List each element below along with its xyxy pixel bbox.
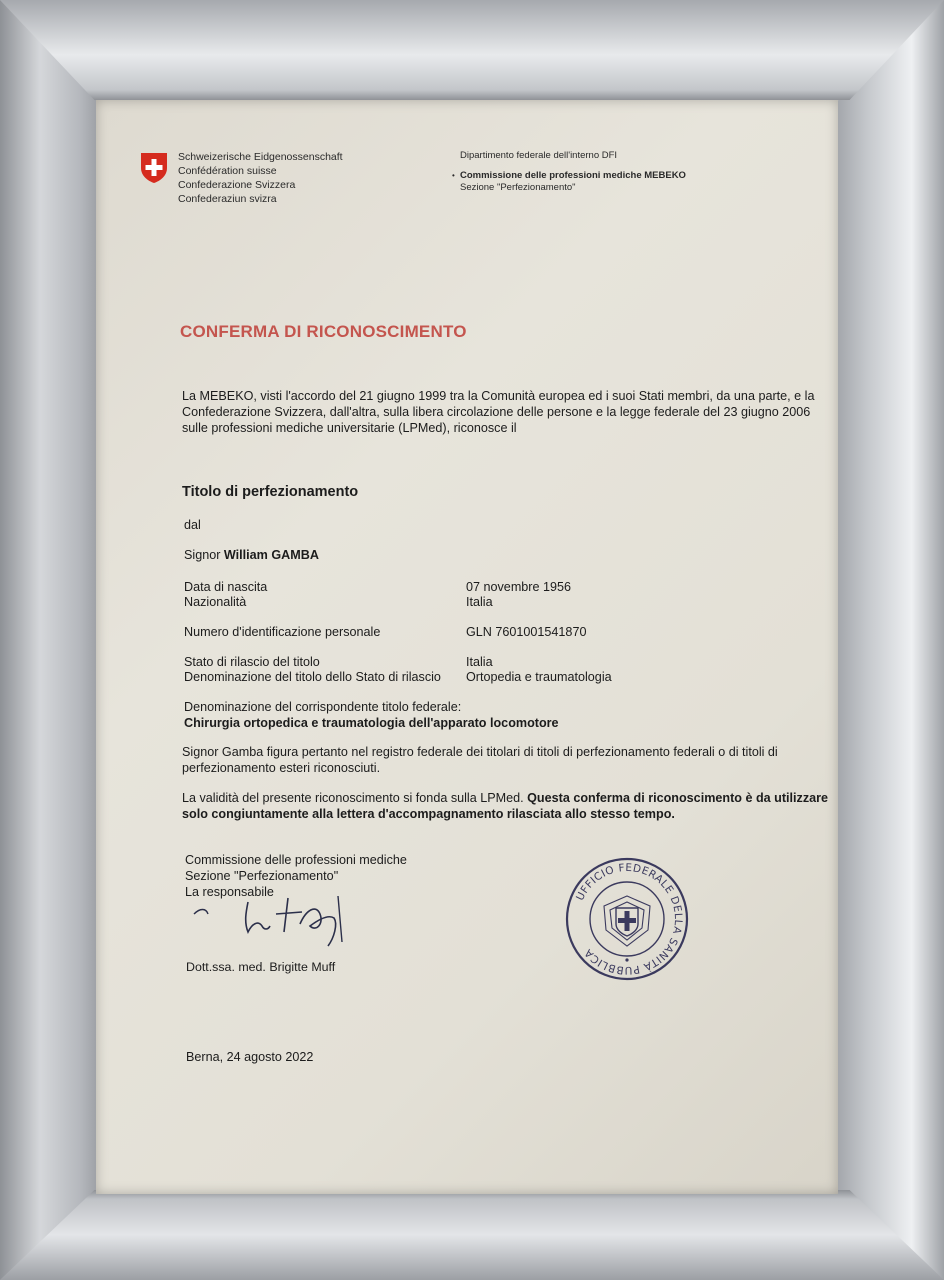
registry-paragraph: Signor Gamba figura pertanto nel registro federale dei titolari di titoli di perfezionamento federali o di titoli di perfezionamento esteri riconosciuti. [182, 745, 778, 775]
confederation-names [178, 150, 343, 206]
intro-paragraph: La MEBEKO, visti l'accordo del 21 giugno 1999 tra la Comunità europea ed i suoi Stati membri, da una parte, e la Confederazione Svizzera, dall'altra, sulla libera circolazione delle persone e la legge federale del 23 giugno 2006 sulle professioni mediche universitarie (LPMed), riconosce il [182, 389, 815, 435]
field-value-nationality: Italia [466, 595, 493, 609]
validity-paragraph [182, 790, 832, 822]
field-value-birthdate: 07 novembre 1956 [466, 580, 572, 594]
holder-name: William GAMBA [223, 548, 319, 562]
official-stamp [564, 856, 690, 982]
validity-text: La validità del presente riconoscimento si fonda sulla LPMed. [182, 791, 524, 805]
field-label-birthdate: Data di nascita [184, 580, 268, 594]
signature-section: Sezione "Perfezionamento" [185, 869, 339, 883]
department-header [452, 150, 686, 194]
certificate-type: Titolo di perfezionamento [182, 484, 359, 500]
commission-name: Commissione delle professioni mediche MEBEKO [460, 170, 686, 181]
field-value-issuing-state: Italia [466, 655, 493, 669]
field-value-foreign-title: Ortopedia e traumatologia [466, 670, 612, 684]
confederation-name-de: Schweizerische Eidgenossenschaft [178, 151, 343, 163]
bullet-icon: • [452, 171, 455, 180]
validity-bold-text: Questa conferma di riconoscimento è da utilizzare solo congiuntamente alla lettera d'accompagnamento rilasciata allo stesso tempo. [182, 791, 829, 821]
swiss-cross-icon [140, 152, 168, 184]
holder-salutation: Signor [184, 548, 221, 562]
field-label-nationality: Nazionalità [184, 595, 247, 609]
signature-commission: Commissione delle professioni mediche [185, 853, 407, 867]
stamp-text: UFFICIO FEDERALE DELLA SANITÀ PUBBLICA [574, 861, 685, 977]
document-title: CONFERMA DI RICONOSCIMENTO [180, 322, 467, 341]
frame-bottom-edge [0, 1190, 944, 1280]
holder-line [184, 548, 319, 562]
field-label-foreign-title: Denominazione del titolo dello Stato di rilascio [184, 670, 441, 684]
signer-name: Dott.ssa. med. Brigitte Muff [186, 960, 336, 974]
frame-top-edge [0, 0, 944, 100]
federal-title: Chirurgia ortopedica e traumatologia dell'apparato locomotore [184, 716, 559, 730]
confederation-name-it: Confederazione Svizzera [178, 179, 296, 191]
department-name: Dipartimento federale dell'interno DFI [460, 150, 618, 161]
confederation-name-fr: Confédération suisse [178, 165, 277, 177]
place-date: Berna, 24 agosto 2022 [186, 1050, 314, 1064]
confederation-name-rm: Confederaziun svizra [178, 193, 277, 205]
field-value-id-number: GLN 7601001541870 [466, 625, 587, 639]
certificate-paper [96, 100, 838, 1194]
federal-title-label: Denominazione del corrispondente titolo federale: [184, 700, 462, 714]
from-label: dal [184, 518, 201, 532]
field-label-id-number: Numero d'identificazione personale [184, 625, 381, 639]
signature-role: La responsabile [185, 885, 274, 899]
handwritten-signature [188, 890, 368, 960]
frame-right-edge [836, 0, 944, 1280]
field-label-issuing-state: Stato di rilascio del titolo [184, 655, 320, 669]
frame-left-edge [0, 0, 100, 1280]
section-name: Sezione "Perfezionamento" [460, 182, 576, 193]
